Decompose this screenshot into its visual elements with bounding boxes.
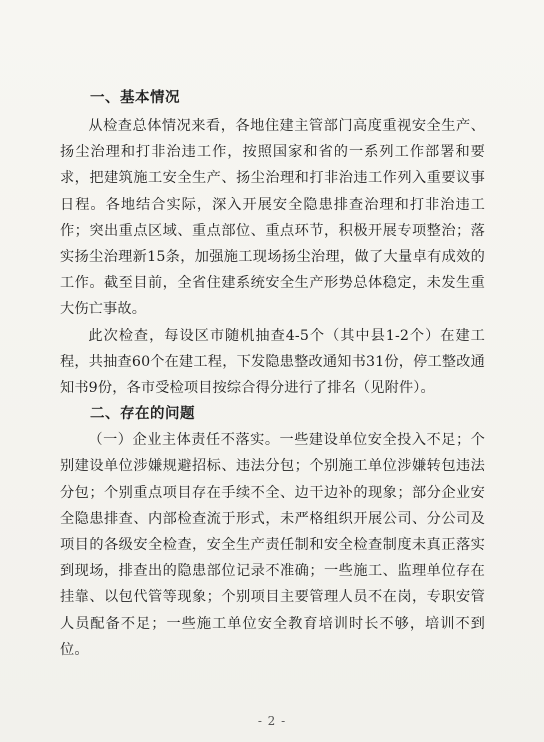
page-number: - 2 - bbox=[257, 714, 287, 728]
paragraph-overall-situation: 从检查总体情况来看，各地住建主管部门高度重视安全生产、扬尘治理和打非治违工作，按照国家和省的一系列工作部署和要求，把建筑施工安全生产、扬尘治理和打非治违工作列入重要议事日程。各地结合实际，深入开展安全隐患排查治理和打非治违工作；突出重点区域、重点部位、重点环节，积极开展专项整治；落实扬尘治理新15条，加强施工现场扬尘治理，做了大量卓有成效的工作。截至目前，全省住建系统安全生产形势总体稳定，未发生重大伤亡事故。 bbox=[60, 118, 485, 318]
paragraph-enterprise-responsibility: （一）企业主体责任不落实。一些建设单位安全投入不足；个别建设单位涉嫌规避招标、违法分包；个别施工单位涉嫌转包违法分包；个别重点项目存在手续不全、边干边补的现象；部分企业安全隐患排查、内部检查流于形式，未严格组织开展公司、分公司及项目的各级安全检查，安全生产责任制和安全检查制度未真正落实到现场，排查出的隐患部位记录不准确；一些施工、监理单位存在挂靠、以包代管等现象；个别项目主要管理人员不在岗，专职安管人员配备不足；一些施工单位安全教育培训时长不够，培训不到位。 bbox=[60, 432, 485, 658]
section-heading-basic-situation: 一、基本情况 bbox=[90, 89, 180, 106]
document-body bbox=[60, 86, 485, 663]
paragraph-inspection-summary: 此次检查，每设区市随机抽查4-5个（其中县1-2个）在建工程，共抽查60个在建工程，下发隐患整改通知书31份，停工整改通知书9份，各市受检项目按综合得分进行了排名（见附件）。 bbox=[60, 327, 485, 397]
section-heading-existing-problems: 二、存在的问题 bbox=[90, 405, 195, 423]
